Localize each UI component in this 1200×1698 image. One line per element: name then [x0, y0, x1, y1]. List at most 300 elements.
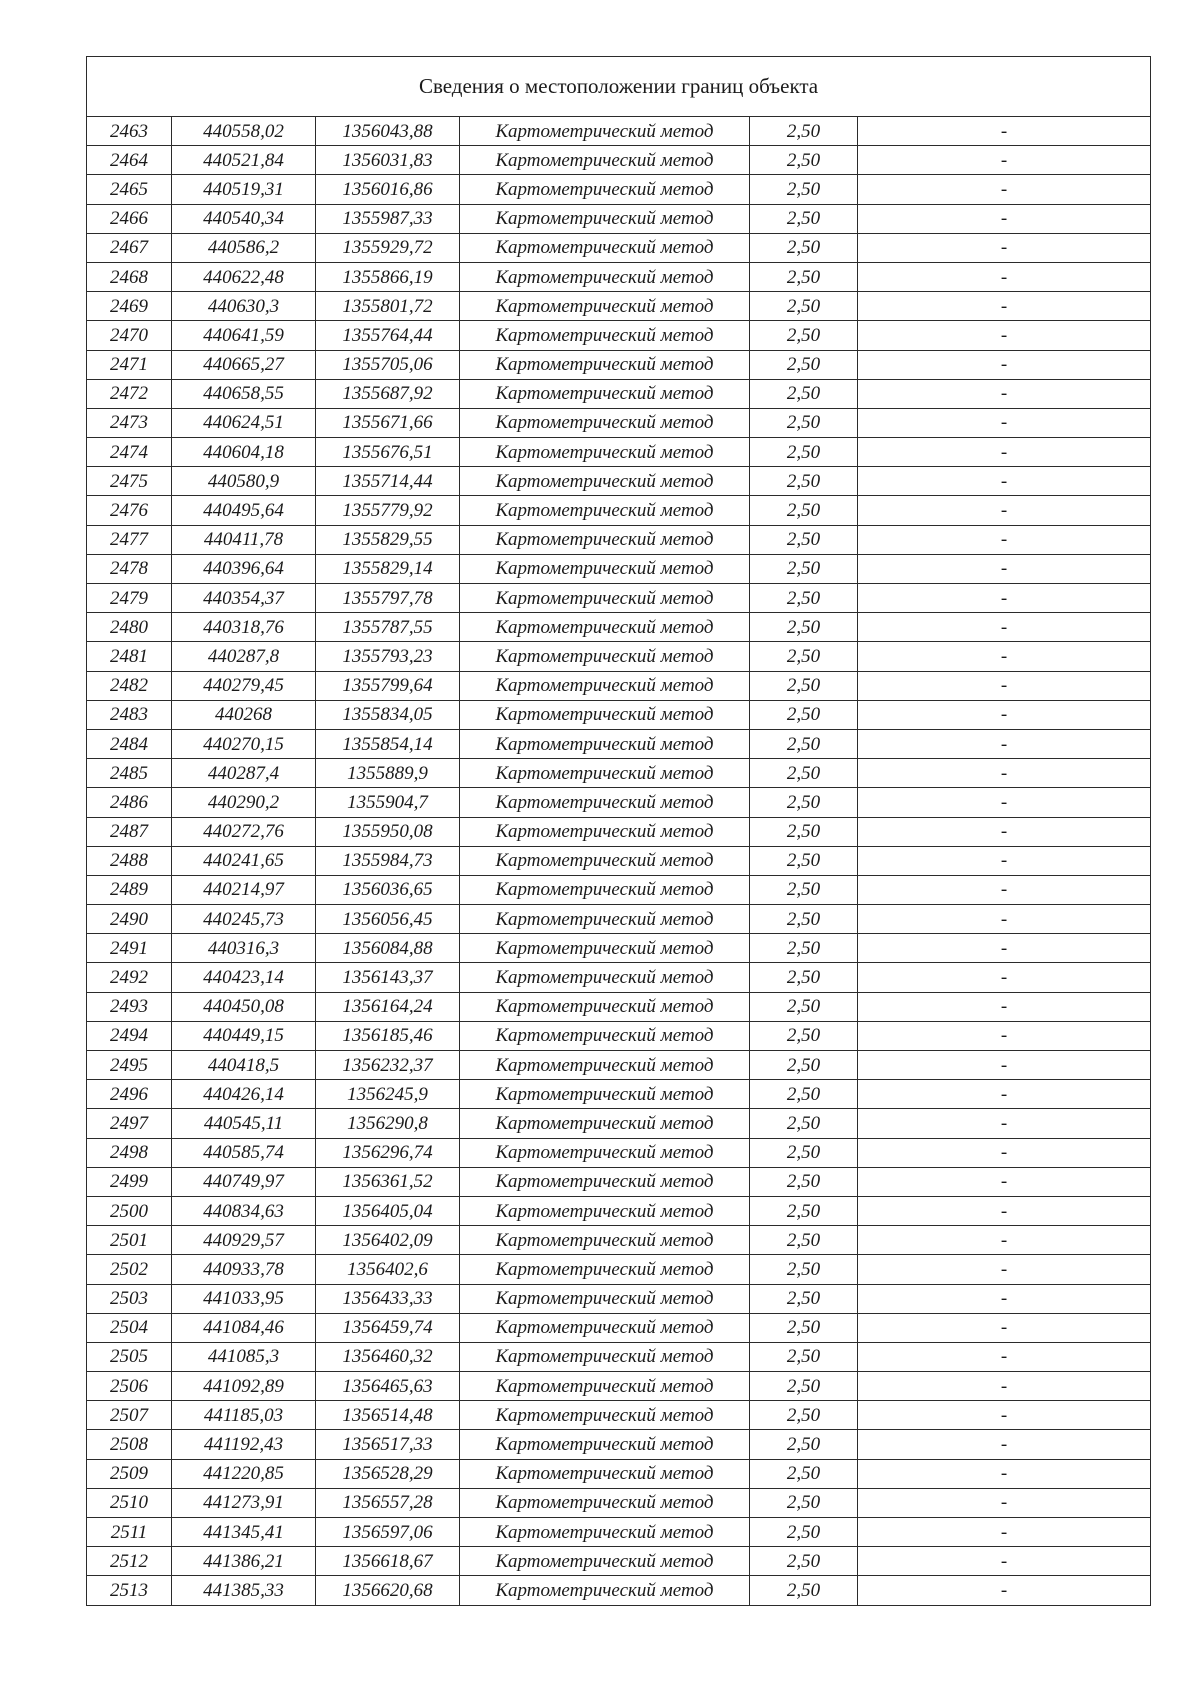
coord-x-cell: 440287,4 — [172, 759, 316, 788]
description-cell: - — [858, 1080, 1151, 1109]
table-row — [87, 321, 1151, 350]
description-cell: - — [858, 350, 1151, 379]
method-cell: Картометрический метод — [460, 175, 750, 204]
coord-x-cell: 440318,76 — [172, 613, 316, 642]
table-row — [87, 992, 1151, 1021]
coord-y-cell: 1356084,88 — [316, 934, 460, 963]
coord-x-cell: 440214,97 — [172, 875, 316, 904]
method-cell: Картометрический метод — [460, 1518, 750, 1547]
method-cell: Картометрический метод — [460, 1138, 750, 1167]
method-cell: Картометрический метод — [460, 1167, 750, 1196]
accuracy-cell: 2,50 — [750, 934, 858, 963]
table-row — [87, 1488, 1151, 1517]
description-cell: - — [858, 1051, 1151, 1080]
table-title-row — [87, 57, 1151, 117]
description-cell: - — [858, 729, 1151, 758]
coord-x-cell: 441273,91 — [172, 1488, 316, 1517]
coord-x-cell: 440641,59 — [172, 321, 316, 350]
method-cell: Картометрический метод — [460, 992, 750, 1021]
coord-x-cell: 440624,51 — [172, 408, 316, 437]
coord-x-cell: 440495,64 — [172, 496, 316, 525]
accuracy-cell: 2,50 — [750, 350, 858, 379]
coord-x-cell: 440540,34 — [172, 204, 316, 233]
accuracy-cell: 2,50 — [750, 321, 858, 350]
accuracy-cell: 2,50 — [750, 817, 858, 846]
coord-x-cell: 440426,14 — [172, 1080, 316, 1109]
coord-y-cell: 1355676,51 — [316, 438, 460, 467]
point-number-cell: 2489 — [87, 875, 172, 904]
description-cell: - — [858, 1459, 1151, 1488]
table-row — [87, 1255, 1151, 1284]
description-cell: - — [858, 905, 1151, 934]
accuracy-cell: 2,50 — [750, 1167, 858, 1196]
description-cell: - — [858, 233, 1151, 262]
coord-x-cell: 440270,15 — [172, 729, 316, 758]
point-number-cell: 2512 — [87, 1547, 172, 1576]
coord-y-cell: 1356618,67 — [316, 1547, 460, 1576]
coord-x-cell: 440665,27 — [172, 350, 316, 379]
coord-x-cell: 440749,97 — [172, 1167, 316, 1196]
coord-y-cell: 1356296,74 — [316, 1138, 460, 1167]
description-cell: - — [858, 1372, 1151, 1401]
description-cell: - — [858, 992, 1151, 1021]
coord-y-cell: 1356597,06 — [316, 1518, 460, 1547]
coord-x-cell: 440279,45 — [172, 671, 316, 700]
table-row — [87, 350, 1151, 379]
coord-y-cell: 1355889,9 — [316, 759, 460, 788]
method-cell: Картометрический метод — [460, 759, 750, 788]
method-cell: Картометрический метод — [460, 146, 750, 175]
method-cell: Картометрический метод — [460, 321, 750, 350]
point-number-cell: 2503 — [87, 1284, 172, 1313]
accuracy-cell: 2,50 — [750, 1138, 858, 1167]
point-number-cell: 2502 — [87, 1255, 172, 1284]
point-number-cell: 2494 — [87, 1021, 172, 1050]
coord-x-cell: 440418,5 — [172, 1051, 316, 1080]
table-row — [87, 729, 1151, 758]
method-cell: Картометрический метод — [460, 1021, 750, 1050]
coord-x-cell: 440354,37 — [172, 584, 316, 613]
method-cell: Картометрический метод — [460, 934, 750, 963]
method-cell: Картометрический метод — [460, 1547, 750, 1576]
coord-y-cell: 1356405,04 — [316, 1196, 460, 1225]
table-row — [87, 1372, 1151, 1401]
coord-x-cell: 440933,78 — [172, 1255, 316, 1284]
coord-x-cell: 440290,2 — [172, 788, 316, 817]
accuracy-cell: 2,50 — [750, 438, 858, 467]
description-cell: - — [858, 379, 1151, 408]
description-cell: - — [858, 875, 1151, 904]
method-cell: Картометрический метод — [460, 1459, 750, 1488]
coord-y-cell: 1356232,37 — [316, 1051, 460, 1080]
accuracy-cell: 2,50 — [750, 1226, 858, 1255]
description-cell: - — [858, 262, 1151, 291]
description-cell: - — [858, 642, 1151, 671]
accuracy-cell: 2,50 — [750, 467, 858, 496]
method-cell: Картометрический метод — [460, 467, 750, 496]
point-number-cell: 2510 — [87, 1488, 172, 1517]
table-row — [87, 1342, 1151, 1371]
coord-x-cell: 441092,89 — [172, 1372, 316, 1401]
coord-y-cell: 1355705,06 — [316, 350, 460, 379]
point-number-cell: 2498 — [87, 1138, 172, 1167]
coord-x-cell: 440558,02 — [172, 117, 316, 146]
description-cell: - — [858, 1226, 1151, 1255]
coord-y-cell: 1355829,14 — [316, 554, 460, 583]
table-row — [87, 1167, 1151, 1196]
accuracy-cell: 2,50 — [750, 613, 858, 642]
point-number-cell: 2467 — [87, 233, 172, 262]
table-row — [87, 963, 1151, 992]
boundary-table — [86, 56, 1151, 1606]
accuracy-cell: 2,50 — [750, 700, 858, 729]
accuracy-cell: 2,50 — [750, 1313, 858, 1342]
coord-y-cell: 1356036,65 — [316, 875, 460, 904]
description-cell: - — [858, 1401, 1151, 1430]
description-cell: - — [858, 817, 1151, 846]
table-row — [87, 934, 1151, 963]
coord-y-cell: 1355787,55 — [316, 613, 460, 642]
point-number-cell: 2492 — [87, 963, 172, 992]
coord-x-cell: 440630,3 — [172, 292, 316, 321]
method-cell: Картометрический метод — [460, 262, 750, 291]
method-cell: Картометрический метод — [460, 1255, 750, 1284]
accuracy-cell: 2,50 — [750, 729, 858, 758]
method-cell: Картометрический метод — [460, 700, 750, 729]
table-row — [87, 146, 1151, 175]
coord-x-cell: 440272,76 — [172, 817, 316, 846]
table-row — [87, 379, 1151, 408]
method-cell: Картометрический метод — [460, 408, 750, 437]
point-number-cell: 2477 — [87, 525, 172, 554]
point-number-cell: 2483 — [87, 700, 172, 729]
description-cell: - — [858, 146, 1151, 175]
boundary-table-body — [87, 57, 1151, 1606]
description-cell: - — [858, 1255, 1151, 1284]
table-row — [87, 467, 1151, 496]
description-cell: - — [858, 846, 1151, 875]
point-number-cell: 2506 — [87, 1372, 172, 1401]
accuracy-cell: 2,50 — [750, 1547, 858, 1576]
table-row — [87, 1313, 1151, 1342]
coord-y-cell: 1356290,8 — [316, 1109, 460, 1138]
description-cell: - — [858, 1196, 1151, 1225]
description-cell: - — [858, 1167, 1151, 1196]
point-number-cell: 2501 — [87, 1226, 172, 1255]
coord-y-cell: 1356056,45 — [316, 905, 460, 934]
description-cell: - — [858, 204, 1151, 233]
method-cell: Картометрический метод — [460, 817, 750, 846]
point-number-cell: 2485 — [87, 759, 172, 788]
method-cell: Картометрический метод — [460, 875, 750, 904]
table-row — [87, 700, 1151, 729]
point-number-cell: 2509 — [87, 1459, 172, 1488]
accuracy-cell: 2,50 — [750, 1342, 858, 1371]
table-row — [87, 438, 1151, 467]
coord-x-cell: 440585,74 — [172, 1138, 316, 1167]
coord-y-cell: 1355801,72 — [316, 292, 460, 321]
method-cell: Картометрический метод — [460, 584, 750, 613]
description-cell: - — [858, 934, 1151, 963]
table-row — [87, 759, 1151, 788]
point-number-cell: 2513 — [87, 1576, 172, 1605]
point-number-cell: 2499 — [87, 1167, 172, 1196]
method-cell: Картометрический метод — [460, 379, 750, 408]
method-cell: Картометрический метод — [460, 1196, 750, 1225]
coord-y-cell: 1355671,66 — [316, 408, 460, 437]
coord-y-cell: 1355854,14 — [316, 729, 460, 758]
accuracy-cell: 2,50 — [750, 292, 858, 321]
point-number-cell: 2490 — [87, 905, 172, 934]
table-row — [87, 817, 1151, 846]
table-row — [87, 117, 1151, 146]
accuracy-cell: 2,50 — [750, 233, 858, 262]
coord-y-cell: 1356514,48 — [316, 1401, 460, 1430]
coord-y-cell: 1356031,83 — [316, 146, 460, 175]
point-number-cell: 2466 — [87, 204, 172, 233]
accuracy-cell: 2,50 — [750, 1021, 858, 1050]
point-number-cell: 2482 — [87, 671, 172, 700]
method-cell: Картометрический метод — [460, 1576, 750, 1605]
coord-x-cell: 440245,73 — [172, 905, 316, 934]
description-cell: - — [858, 467, 1151, 496]
coord-x-cell: 441220,85 — [172, 1459, 316, 1488]
coord-x-cell: 440450,08 — [172, 992, 316, 1021]
accuracy-cell: 2,50 — [750, 496, 858, 525]
accuracy-cell: 2,50 — [750, 262, 858, 291]
method-cell: Картометрический метод — [460, 1080, 750, 1109]
table-row — [87, 1021, 1151, 1050]
coord-x-cell: 441192,43 — [172, 1430, 316, 1459]
method-cell: Картометрический метод — [460, 1313, 750, 1342]
table-row — [87, 1138, 1151, 1167]
point-number-cell: 2463 — [87, 117, 172, 146]
method-cell: Картометрический метод — [460, 613, 750, 642]
point-number-cell: 2480 — [87, 613, 172, 642]
accuracy-cell: 2,50 — [750, 1284, 858, 1313]
point-number-cell: 2496 — [87, 1080, 172, 1109]
accuracy-cell: 2,50 — [750, 1488, 858, 1517]
coord-y-cell: 1356361,52 — [316, 1167, 460, 1196]
coord-x-cell: 440241,65 — [172, 846, 316, 875]
description-cell: - — [858, 438, 1151, 467]
point-number-cell: 2495 — [87, 1051, 172, 1080]
coord-x-cell: 441085,3 — [172, 1342, 316, 1371]
accuracy-cell: 2,50 — [750, 584, 858, 613]
coord-y-cell: 1355984,73 — [316, 846, 460, 875]
method-cell: Картометрический метод — [460, 350, 750, 379]
coord-y-cell: 1356185,46 — [316, 1021, 460, 1050]
table-row — [87, 496, 1151, 525]
accuracy-cell: 2,50 — [750, 1430, 858, 1459]
table-row — [87, 1576, 1151, 1605]
method-cell: Картометрический метод — [460, 963, 750, 992]
description-cell: - — [858, 175, 1151, 204]
method-cell: Картометрический метод — [460, 788, 750, 817]
accuracy-cell: 2,50 — [750, 1255, 858, 1284]
point-number-cell: 2487 — [87, 817, 172, 846]
coord-y-cell: 1356528,29 — [316, 1459, 460, 1488]
description-cell: - — [858, 554, 1151, 583]
point-number-cell: 2471 — [87, 350, 172, 379]
coord-y-cell: 1356164,24 — [316, 992, 460, 1021]
accuracy-cell: 2,50 — [750, 1196, 858, 1225]
accuracy-cell: 2,50 — [750, 846, 858, 875]
coord-x-cell: 441386,21 — [172, 1547, 316, 1576]
point-number-cell: 2484 — [87, 729, 172, 758]
table-row — [87, 1109, 1151, 1138]
coord-y-cell: 1355797,78 — [316, 584, 460, 613]
point-number-cell: 2476 — [87, 496, 172, 525]
accuracy-cell: 2,50 — [750, 642, 858, 671]
coord-y-cell: 1355950,08 — [316, 817, 460, 846]
coord-x-cell: 440586,2 — [172, 233, 316, 262]
accuracy-cell: 2,50 — [750, 671, 858, 700]
coord-x-cell: 440287,8 — [172, 642, 316, 671]
method-cell: Картометрический метод — [460, 729, 750, 758]
description-cell: - — [858, 963, 1151, 992]
coord-x-cell: 441345,41 — [172, 1518, 316, 1547]
coord-x-cell: 441084,46 — [172, 1313, 316, 1342]
description-cell: - — [858, 671, 1151, 700]
coord-x-cell: 440580,9 — [172, 467, 316, 496]
coord-x-cell: 440658,55 — [172, 379, 316, 408]
description-cell: - — [858, 1488, 1151, 1517]
point-number-cell: 2468 — [87, 262, 172, 291]
point-number-cell: 2488 — [87, 846, 172, 875]
coord-x-cell: 440268 — [172, 700, 316, 729]
point-number-cell: 2470 — [87, 321, 172, 350]
description-cell: - — [858, 584, 1151, 613]
table-row — [87, 1226, 1151, 1255]
description-cell: - — [858, 1313, 1151, 1342]
accuracy-cell: 2,50 — [750, 1576, 858, 1605]
accuracy-cell: 2,50 — [750, 1401, 858, 1430]
table-row — [87, 1547, 1151, 1576]
accuracy-cell: 2,50 — [750, 1080, 858, 1109]
description-cell: - — [858, 408, 1151, 437]
coord-y-cell: 1356459,74 — [316, 1313, 460, 1342]
coord-y-cell: 1355929,72 — [316, 233, 460, 262]
point-number-cell: 2493 — [87, 992, 172, 1021]
table-row — [87, 584, 1151, 613]
point-number-cell: 2469 — [87, 292, 172, 321]
table-row — [87, 262, 1151, 291]
table-row — [87, 671, 1151, 700]
table-row — [87, 204, 1151, 233]
coord-x-cell: 440521,84 — [172, 146, 316, 175]
coord-y-cell: 1355834,05 — [316, 700, 460, 729]
method-cell: Картометрический метод — [460, 1284, 750, 1313]
method-cell: Картометрический метод — [460, 1109, 750, 1138]
coord-y-cell: 1355793,23 — [316, 642, 460, 671]
coord-x-cell: 441385,33 — [172, 1576, 316, 1605]
coord-y-cell: 1356043,88 — [316, 117, 460, 146]
point-number-cell: 2507 — [87, 1401, 172, 1430]
accuracy-cell: 2,50 — [750, 1051, 858, 1080]
document-page — [86, 56, 1150, 1606]
point-number-cell: 2464 — [87, 146, 172, 175]
table-row — [87, 175, 1151, 204]
description-cell: - — [858, 1138, 1151, 1167]
point-number-cell: 2505 — [87, 1342, 172, 1371]
coord-x-cell: 440396,64 — [172, 554, 316, 583]
accuracy-cell: 2,50 — [750, 554, 858, 583]
method-cell: Картометрический метод — [460, 204, 750, 233]
method-cell: Картометрический метод — [460, 1342, 750, 1371]
coord-x-cell: 440622,48 — [172, 262, 316, 291]
description-cell: - — [858, 1021, 1151, 1050]
description-cell: - — [858, 613, 1151, 642]
table-row — [87, 1051, 1151, 1080]
method-cell: Картометрический метод — [460, 1372, 750, 1401]
coord-y-cell: 1355829,55 — [316, 525, 460, 554]
table-row — [87, 1401, 1151, 1430]
coord-y-cell: 1355904,7 — [316, 788, 460, 817]
accuracy-cell: 2,50 — [750, 146, 858, 175]
coord-y-cell: 1355764,44 — [316, 321, 460, 350]
method-cell: Картометрический метод — [460, 1226, 750, 1255]
accuracy-cell: 2,50 — [750, 1459, 858, 1488]
table-row — [87, 408, 1151, 437]
point-number-cell: 2508 — [87, 1430, 172, 1459]
coord-y-cell: 1356517,33 — [316, 1430, 460, 1459]
method-cell: Картометрический метод — [460, 438, 750, 467]
description-cell: - — [858, 1109, 1151, 1138]
coord-y-cell: 1355866,19 — [316, 262, 460, 291]
accuracy-cell: 2,50 — [750, 525, 858, 554]
method-cell: Картометрический метод — [460, 1430, 750, 1459]
method-cell: Картометрический метод — [460, 671, 750, 700]
method-cell: Картометрический метод — [460, 1401, 750, 1430]
method-cell: Картометрический метод — [460, 642, 750, 671]
accuracy-cell: 2,50 — [750, 875, 858, 904]
description-cell: - — [858, 1576, 1151, 1605]
description-cell: - — [858, 788, 1151, 817]
table-row — [87, 233, 1151, 262]
coord-x-cell: 440316,3 — [172, 934, 316, 963]
method-cell: Картометрический метод — [460, 1488, 750, 1517]
coord-x-cell: 440411,78 — [172, 525, 316, 554]
coord-y-cell: 1356557,28 — [316, 1488, 460, 1517]
point-number-cell: 2474 — [87, 438, 172, 467]
table-row — [87, 642, 1151, 671]
description-cell: - — [858, 525, 1151, 554]
point-number-cell: 2465 — [87, 175, 172, 204]
coord-y-cell: 1356402,09 — [316, 1226, 460, 1255]
accuracy-cell: 2,50 — [750, 992, 858, 1021]
accuracy-cell: 2,50 — [750, 1518, 858, 1547]
point-number-cell: 2500 — [87, 1196, 172, 1225]
method-cell: Картометрический метод — [460, 846, 750, 875]
coord-x-cell: 440929,57 — [172, 1226, 316, 1255]
description-cell: - — [858, 321, 1151, 350]
coord-y-cell: 1355779,92 — [316, 496, 460, 525]
accuracy-cell: 2,50 — [750, 905, 858, 934]
accuracy-cell: 2,50 — [750, 1109, 858, 1138]
coord-x-cell: 440423,14 — [172, 963, 316, 992]
point-number-cell: 2486 — [87, 788, 172, 817]
coord-y-cell: 1356460,32 — [316, 1342, 460, 1371]
description-cell: - — [858, 117, 1151, 146]
point-number-cell: 2473 — [87, 408, 172, 437]
table-row — [87, 525, 1151, 554]
coord-x-cell: 440545,11 — [172, 1109, 316, 1138]
coord-y-cell: 1356016,86 — [316, 175, 460, 204]
accuracy-cell: 2,50 — [750, 759, 858, 788]
description-cell: - — [858, 759, 1151, 788]
coord-y-cell: 1356433,33 — [316, 1284, 460, 1313]
